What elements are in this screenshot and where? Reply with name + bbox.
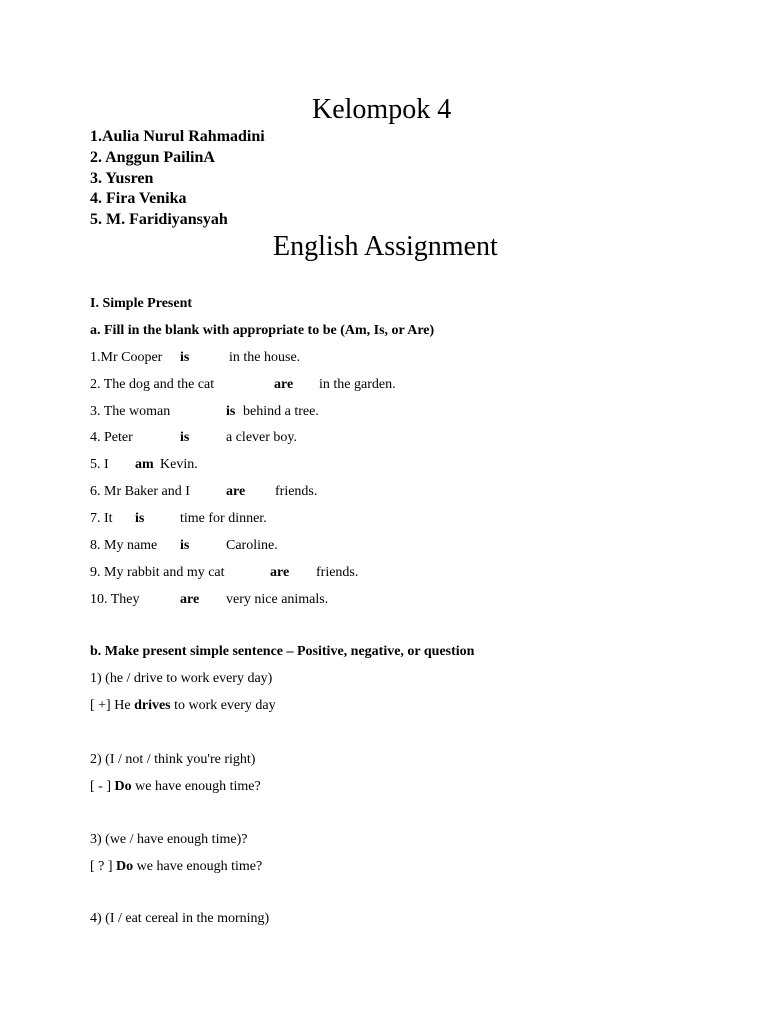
member-item: 5. M. Faridiyansyah bbox=[90, 211, 228, 228]
item-answer: is bbox=[135, 511, 145, 526]
item-answer: are bbox=[270, 565, 290, 580]
member-item: 4. Fira Venika bbox=[90, 190, 187, 207]
answer-pre: He bbox=[114, 698, 131, 713]
exercise-prompt: 2) (I / not / think you're right) bbox=[90, 752, 256, 767]
exercise-prompt: 3) (we / have enough time)? bbox=[90, 832, 248, 847]
section-heading: I. Simple Present bbox=[90, 296, 193, 311]
answer-post: we have enough time? bbox=[136, 859, 263, 874]
item-prefix: 2. The dog and the cat bbox=[90, 377, 215, 392]
item-suffix: time for dinner. bbox=[180, 511, 267, 526]
member-item: 2. Anggun PailinA bbox=[90, 149, 215, 166]
item-suffix: a clever boy. bbox=[226, 430, 297, 445]
item-suffix: friends. bbox=[316, 565, 359, 580]
exercise-answer bbox=[90, 698, 276, 714]
item-answer: is bbox=[180, 430, 190, 445]
item-answer: is bbox=[226, 404, 236, 419]
answer-verb: Do bbox=[114, 779, 132, 794]
group-title: Kelompok 4 bbox=[312, 94, 452, 125]
item-prefix: 5. I bbox=[90, 457, 109, 472]
exercise-prompt: 1) (he / drive to work every day) bbox=[90, 671, 273, 686]
answer-mark: [ ? ] bbox=[90, 859, 113, 874]
item-suffix: Caroline. bbox=[226, 538, 278, 553]
item-answer: are bbox=[180, 592, 200, 607]
exercise-answer bbox=[90, 779, 261, 795]
item-answer: is bbox=[180, 538, 190, 553]
member-item: 1.Aulia Nurul Rahmadini bbox=[90, 128, 265, 145]
answer-post: to work every day bbox=[174, 698, 276, 713]
item-prefix: 1.Mr Cooper bbox=[90, 350, 163, 365]
assignment-title: English Assignment bbox=[273, 231, 498, 262]
item-suffix: in the garden. bbox=[319, 377, 396, 392]
answer-verb: Do bbox=[116, 859, 134, 874]
answer-mark: [ +] bbox=[90, 698, 111, 713]
part-a-instruction: a. Fill in the blank with appropriate to be (Am, Is, or Are) bbox=[90, 323, 435, 338]
item-prefix: 6. Mr Baker and I bbox=[90, 484, 190, 499]
item-prefix: 8. My name bbox=[90, 538, 158, 553]
item-answer: is bbox=[180, 350, 190, 365]
item-answer: am bbox=[135, 457, 154, 472]
member-item: 3. Yusren bbox=[90, 170, 154, 187]
exercise-prompt: 4) (I / eat cereal in the morning) bbox=[90, 911, 270, 926]
item-answer: are bbox=[274, 377, 294, 392]
item-answer: are bbox=[226, 484, 246, 499]
item-suffix: very nice animals. bbox=[226, 592, 329, 607]
item-suffix: Kevin. bbox=[160, 457, 198, 472]
part-b-instruction: b. Make present simple sentence – Positive, negative, or question bbox=[90, 644, 475, 659]
item-suffix: friends. bbox=[275, 484, 318, 499]
item-suffix: behind a tree. bbox=[243, 404, 319, 419]
item-prefix: 10. They bbox=[90, 592, 140, 607]
answer-verb: drives bbox=[134, 698, 171, 713]
answer-mark: [ - ] bbox=[90, 779, 111, 794]
item-prefix: 4. Peter bbox=[90, 430, 133, 445]
item-prefix: 7. It bbox=[90, 511, 113, 526]
item-prefix: 9. My rabbit and my cat bbox=[90, 565, 225, 580]
item-suffix: in the house. bbox=[229, 350, 301, 365]
answer-post: we have enough time? bbox=[135, 779, 261, 794]
item-prefix: 3. The woman bbox=[90, 404, 171, 419]
exercise-answer bbox=[90, 859, 262, 875]
